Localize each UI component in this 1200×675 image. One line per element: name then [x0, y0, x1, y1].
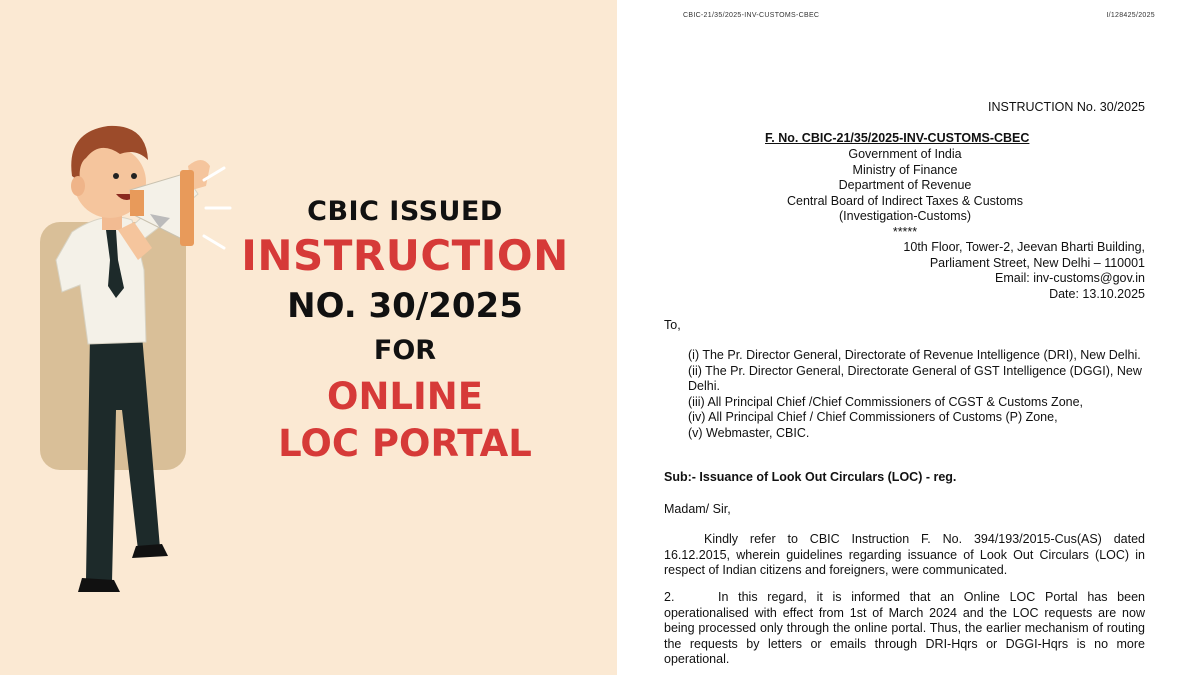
recipient-list [688, 348, 1145, 442]
issuer-line: Department of Revenue [838, 178, 972, 193]
recipient-item: (iv) All Principal Chief / Chief Commissioners of Customs (P) Zone, [688, 410, 1058, 425]
issuer-line: Central Board of Indirect Taxes & Customs [787, 193, 1023, 208]
recipient-item: (v) Webmaster, CBIC. [688, 425, 810, 440]
paragraph-2-text: In this regard, it is informed that an Online LOC Portal has been operationalised with effect from 1st of March 2024 and the LOC requests are now being processed only through the online portal. Thus, the earlier mechanism of routing the requests by letters or emails through DRI-Hqrs or DGGI-Hqrs is no more operational. [664, 590, 1145, 667]
paragraph-2-number: 2. [664, 590, 675, 604]
recipient-item: (iii) All Principal Chief /Chief Commissioners of CGST & Customs Zone, [688, 394, 1084, 409]
instruction-document [617, 0, 1200, 675]
file-number: F. No. CBIC-21/35/2025-INV-CUSTOMS-CBEC [765, 131, 1030, 145]
paragraph-1: Kindly refer to CBIC Instruction F. No. 394/193/2015-Cus(AS) dated 16.12.2015, wherein guidelines regarding issuance of Look Out Circulars (LOC) in respect of Indian citizens and foreigners, were communicated. [664, 532, 1145, 578]
recipient-item: (ii) The Pr. Director General, Directorate General of GST Intelligence (DGGI), New Delhi. [688, 363, 1142, 394]
issuer-line: Government of India [848, 147, 962, 161]
headline-loc-portal: LOC PORTAL [278, 422, 532, 465]
salutation: Madam/ Sir, [664, 502, 731, 516]
headline-number: NO. 30/2025 [287, 286, 523, 326]
headline-cbic-issued: CBIC ISSUED [307, 196, 503, 227]
headline [235, 196, 575, 465]
address-line: Parliament Street, New Delhi – 110001 [929, 255, 1145, 270]
instruction-number: INSTRUCTION No. 30/2025 [988, 100, 1145, 114]
issuer-separator: ***** [892, 224, 918, 239]
to-label: To, [664, 318, 681, 332]
issuer-line: (Investigation-Customs) [839, 209, 971, 224]
date-line: Date: 13.10.2025 [1049, 286, 1145, 301]
headline-instruction: INSTRUCTION [241, 231, 569, 280]
paragraph-2 [664, 590, 1145, 668]
issuer-block [745, 147, 1065, 241]
document-file-reference: CBIC-21/35/2025-INV-CUSTOMS-CBEC [683, 12, 820, 19]
document-serial-number: I/128425/2025 [1106, 12, 1155, 19]
address-line: 10th Floor, Tower-2, Jeevan Bharti Building, [903, 240, 1145, 254]
issuer-line: Ministry of Finance [852, 162, 958, 177]
headline-for: FOR [373, 335, 437, 366]
headline-online: ONLINE [326, 375, 483, 418]
email-line: Email: inv-customs@gov.in [995, 271, 1145, 286]
address-block [903, 240, 1145, 302]
man-with-megaphone-illustration [20, 110, 270, 600]
subject-line: Sub:- Issuance of Look Out Circulars (LOC) - reg. [664, 470, 957, 484]
recipient-item: (i) The Pr. Director General, Directorate of Revenue Intelligence (DRI), New Delhi. [688, 348, 1141, 362]
